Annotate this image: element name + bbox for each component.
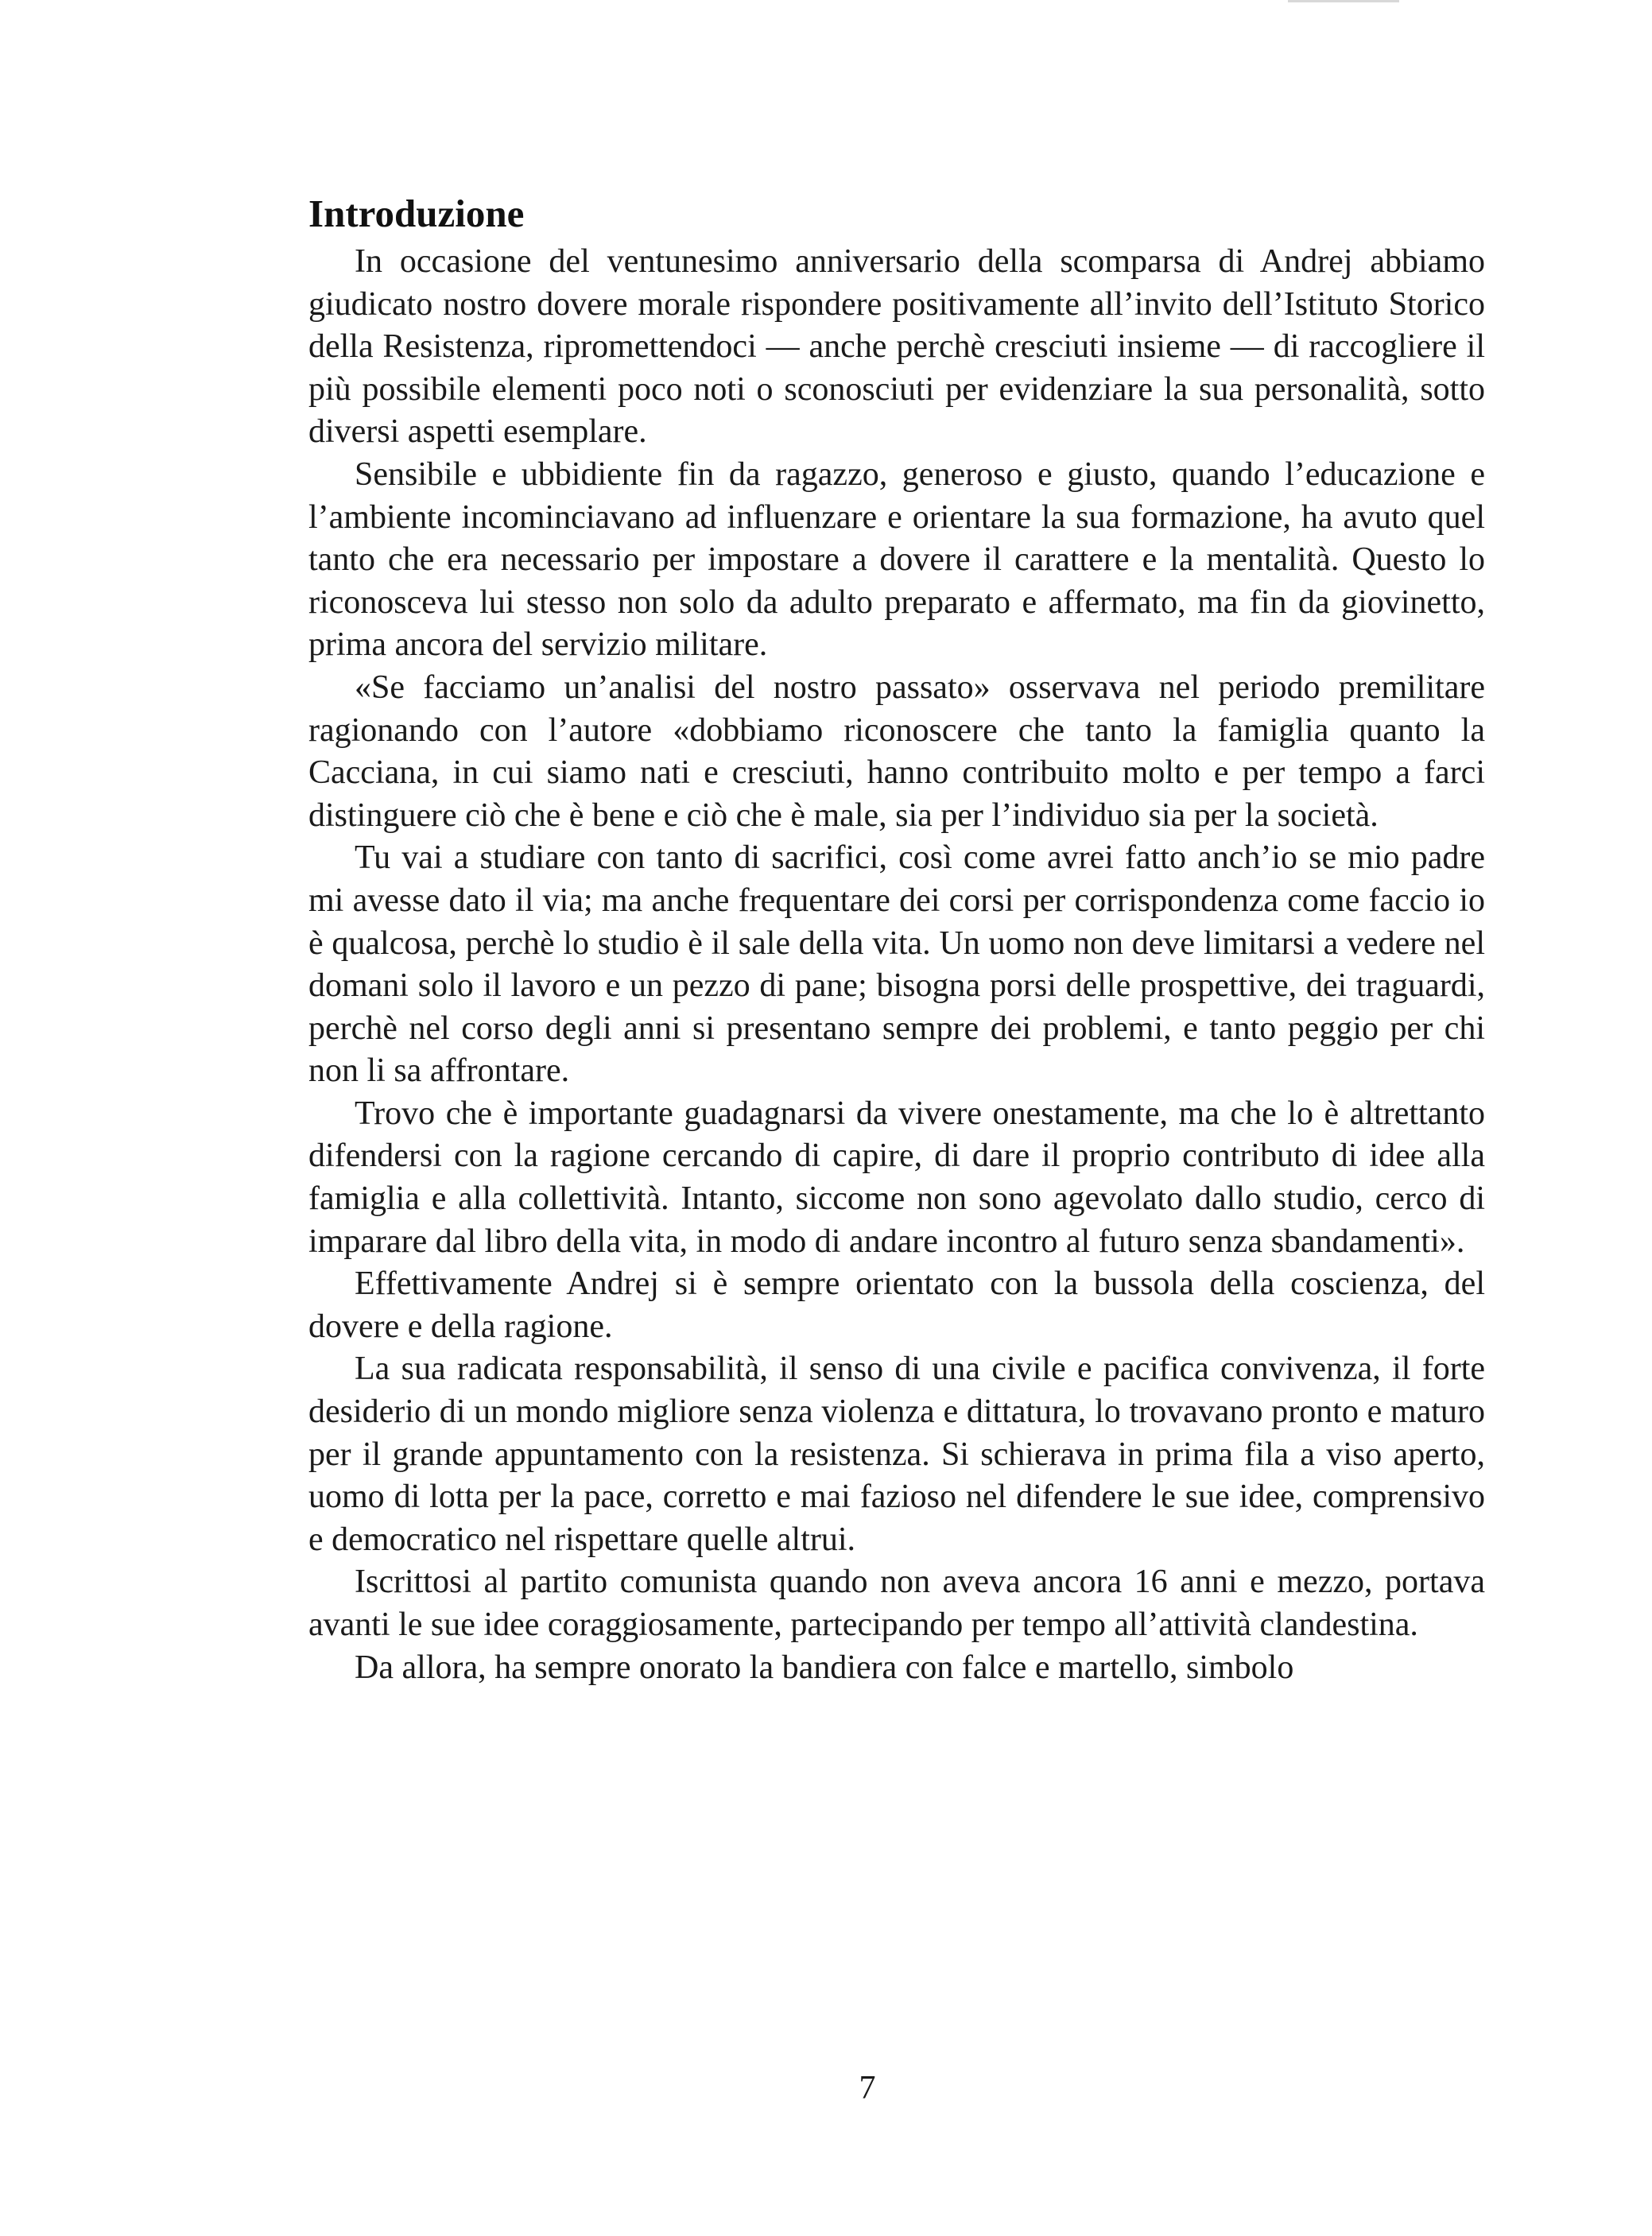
paragraph: Iscrittosi al partito comunista quando non aveva ancora 16 anni e mezzo, portava avanti le sue idee coraggiosamente, partecipando per tempo all’attività clandestina.: [308, 1564, 1485, 1643]
scan-edge-mark: [1288, 0, 1399, 2]
body-text: [308, 241, 1485, 1689]
paragraph: Da allora, ha sempre onorato la bandiera con falce e martello, simbolo: [355, 1649, 1294, 1686]
paragraph: «Se facciamo un’analisi del nostro passato» osservava nel periodo premilitare ragionando con l’autore «dobbiamo riconoscere che tanto la famiglia quanto la Cacciana, in cui siamo nati e cresciuti, hanno contribuito molto e per tempo a farci distinguere ciò che è bene e ciò che è male, sia per l’individuo sia per la società.: [308, 668, 1485, 834]
paragraph: Sensibile e ubbidiente fin da ragazzo, generoso e giusto, quando l’educazione e l’ambiente incominciavano ad influenzare e orientare la sua formazione, ha avuto quel tanto che era necessario per impostare a dovere il carattere e la mentalità. Questo lo riconosceva lui stesso non solo da adulto preparato e affermato, ma fin da giovinetto, prima ancora del servizio militare.: [308, 455, 1485, 664]
paragraph: Effettivamente Andrej si è sempre orientato con la bussola della coscienza, del dovere e della ragione.: [308, 1265, 1485, 1345]
paragraph: La sua radicata responsabilità, il senso di una civile e pacifica convivenza, il forte desiderio di un mondo migliore senza violenza e dittatura, lo trovavano pronto e maturo per il grande appuntamento con la resistenza. Si schierava in prima fila a viso aperto, uomo di lotta per la pace, corretto e mai fazioso nel difendere le sue idee, comprensivo e democratico nel rispettare quelle altrui.: [308, 1351, 1485, 1558]
paragraph: Tu vai a studiare con tanto di sacrifici, così come avrei fatto anch’io se mio padre mi avesse dato il via; ma anche frequentare dei corsi per corrispondenza come faccio io è qualcosa, perchè lo studio è il sale della vita. Un uomo non deve limitarsi a vedere nel domani solo il lavoro e un pezzo di pane; bisogna porsi delle prospettive, dei traguardi, perchè nel corso degli anni si presentano sempre dei problemi, e tanto peggio per chi non li sa affrontare.: [308, 839, 1485, 1090]
paragraph: Trovo che è importante guadagnarsi da vivere onestamente, ma che lo è altrettanto difendersi con la ragione cercando di capire, di dare il proprio contributo di idee alla famiglia e alla collettività. Intanto, siccome non sono agevolato dallo studio, cerco di imparare dal libro della vita, in modo di andare incontro al futuro senza sbandamenti».: [308, 1095, 1485, 1260]
paragraph: In occasione del ventunesimo anniversario della scomparsa di Andrej abbiamo giudicato nostro dovere morale rispondere positivamente all’invito dell’Istituto Storico della Resistenza, ripromettendoci — anche perchè cresciuti insieme — di raccogliere il più possibile elementi poco noti o sconosciuti per evidenziare la sua personalità, sotto diversi aspetti esemplare.: [308, 243, 1485, 451]
page-number: 7: [859, 2070, 876, 2106]
section-title: Introduzione: [308, 192, 525, 235]
